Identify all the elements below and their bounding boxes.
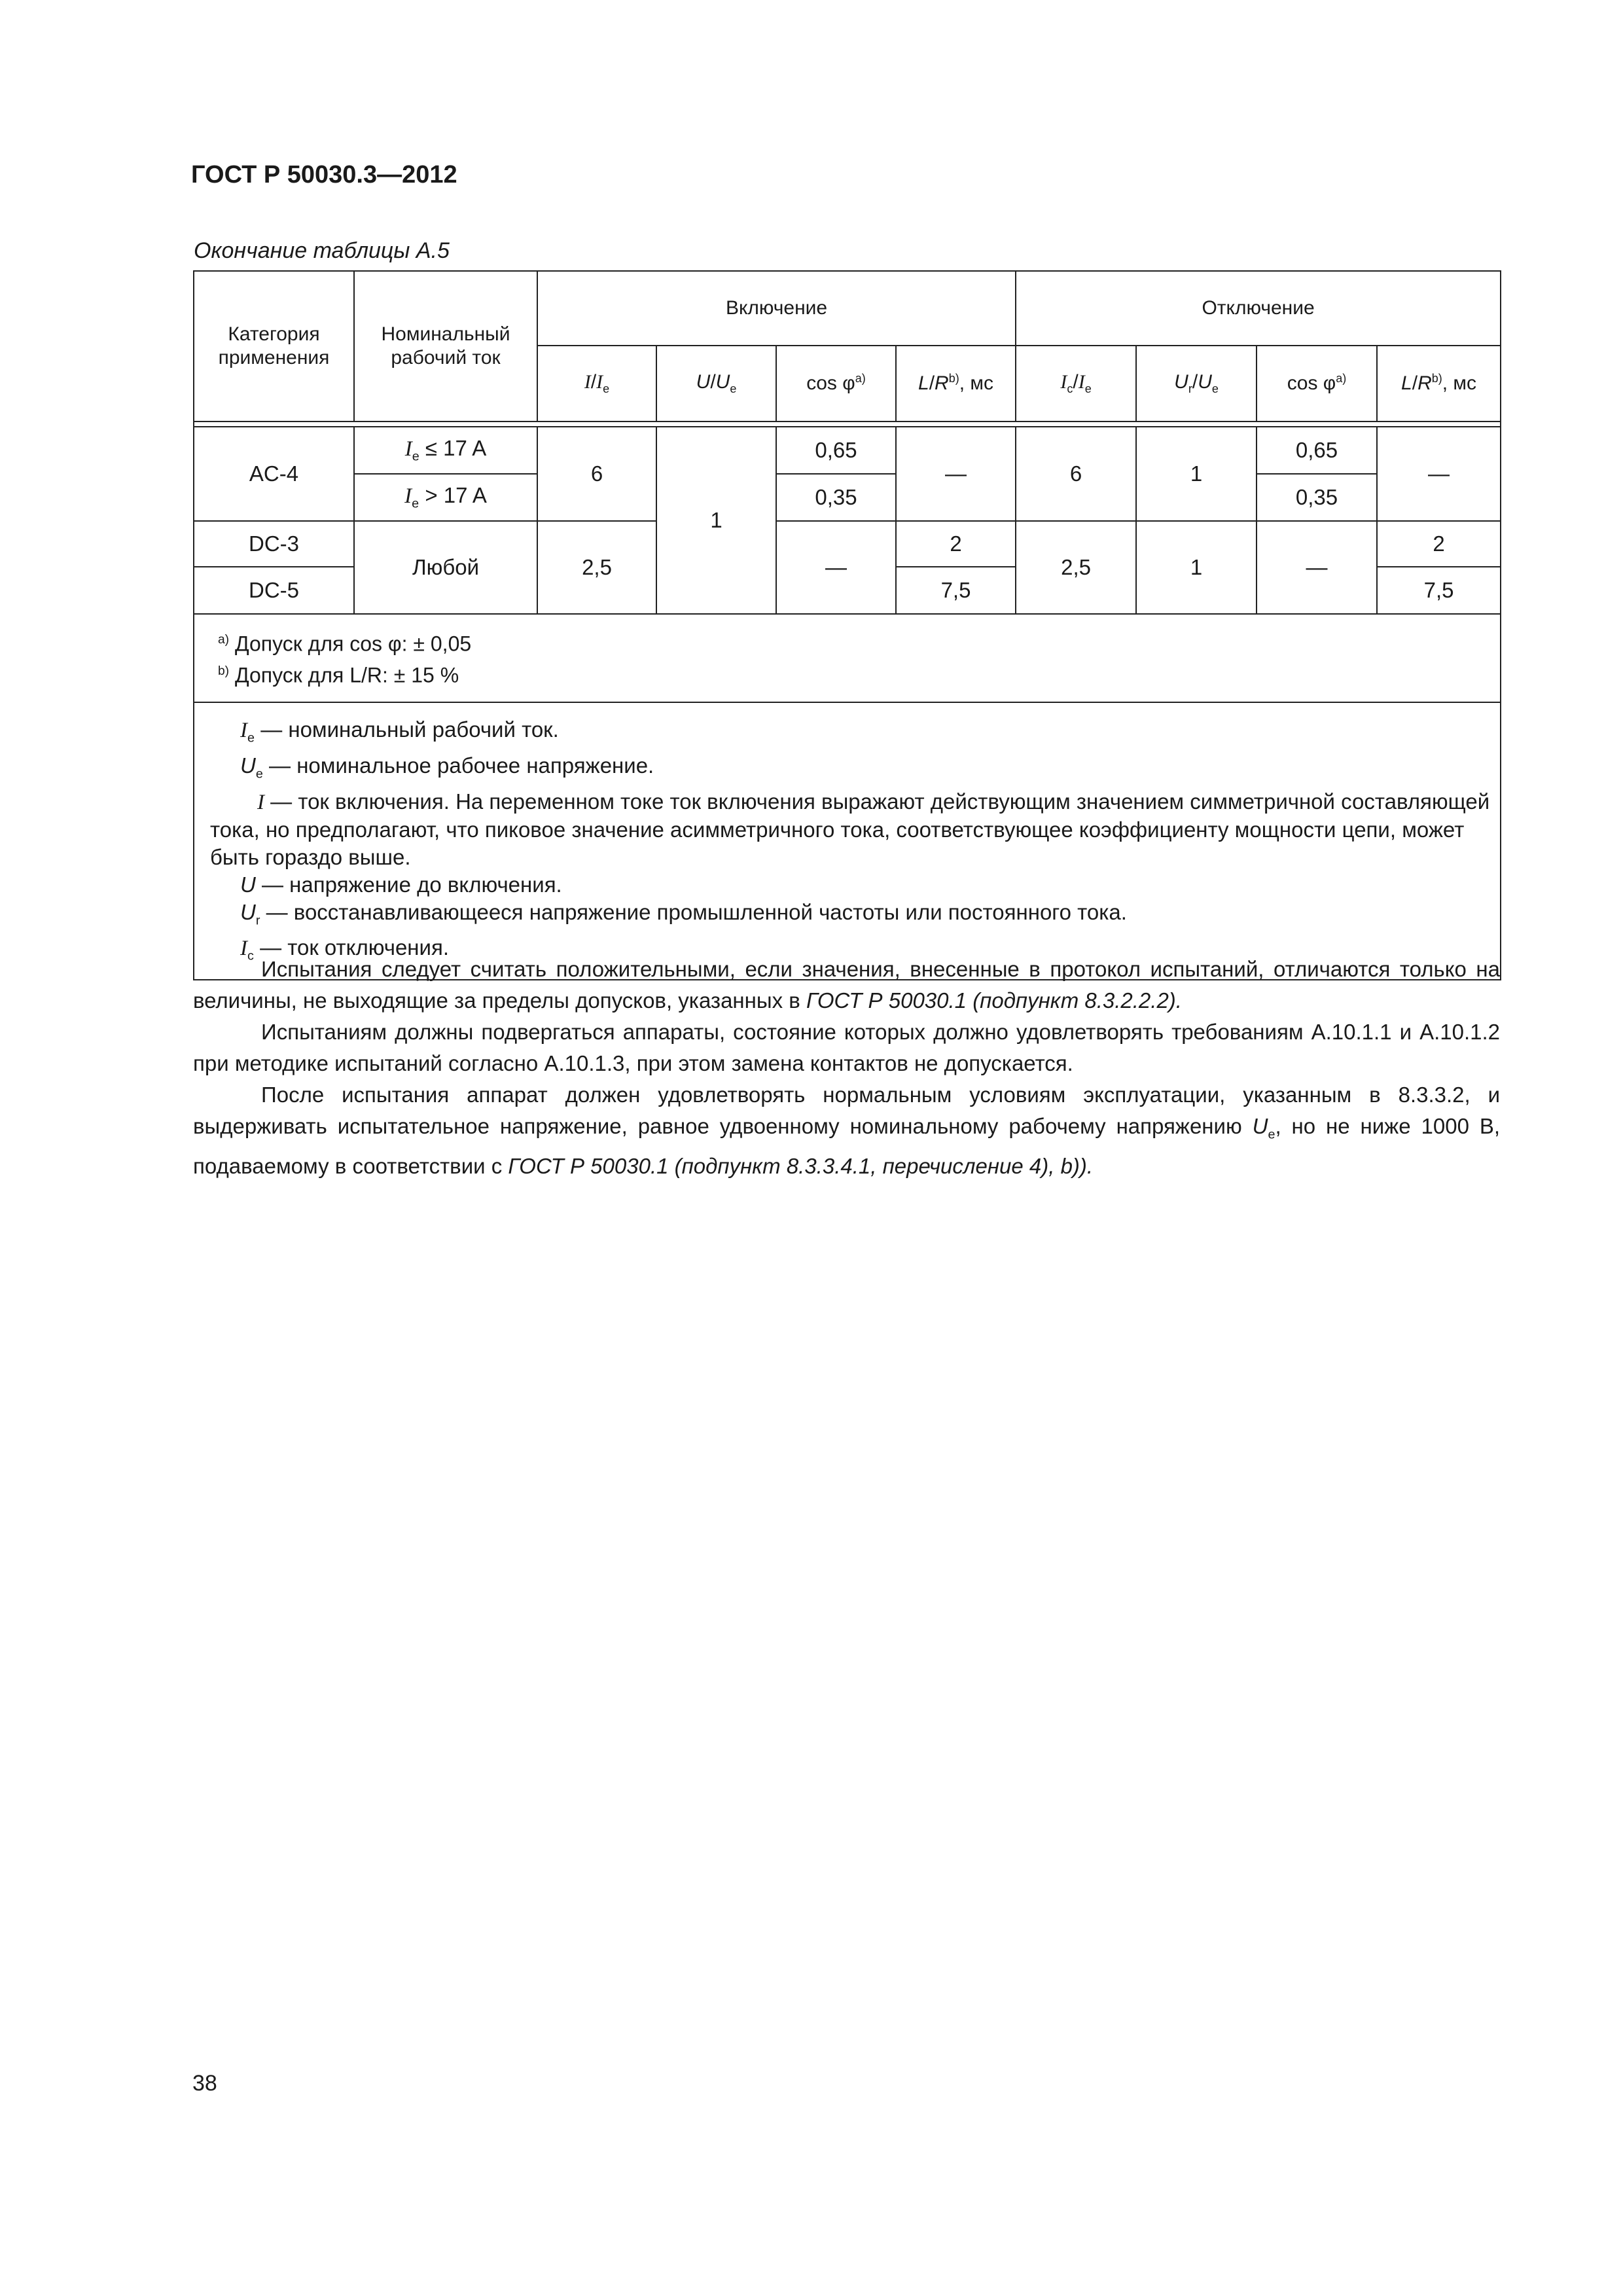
paragraph-3: После испытания аппарат должен удовлетворять нормальным условиям эксплуатации, указанным в 8.3.3.2, и выдерживать испытательное напряжение, равное удвоенному номинальному рабочему напряжению $U_e$, но не ниже 1000 В, подаваемому в соответствии с ГОСТ Р 50030.1 (подпункт 8.3.3.4.1, перечисление 4), b)). [193, 1083, 1501, 1178]
cell-dc-ur: 1 [1136, 521, 1257, 614]
footnote-b: $^{b)}$ Допуск для L/R: ± 15 % [218, 663, 459, 687]
header-lr-breaking: $L/R^{b)}$, мс [1377, 346, 1501, 422]
header-breaking: Отключение [1016, 271, 1501, 346]
cell-any-current: Любой [354, 521, 537, 614]
paragraph-1: Испытания следует считать положительными, если значения, внесенные в протокол испытаний, отличаются только на величины, не выходящие за пределы допусков, указанных в ГОСТ Р 50030.1 (подпункт 8.3.2.2.2). [193, 957, 1500, 1013]
def-ur: $U_r$ — восстанавливающееся напряжение промышленной частоты или постоянного тока. [240, 899, 1127, 928]
cell-ac4-gt: $I_e > 17$ A [354, 474, 537, 521]
table-definitions [194, 702, 1501, 979]
table-a5 [193, 270, 1501, 980]
cell-dc-cos: — [776, 521, 896, 614]
header-category: Категория применения [194, 271, 354, 422]
def-u: U — напряжение до включения. [240, 872, 562, 897]
cell-ac4-lr: — [896, 427, 1016, 521]
cell-ac4-ratio: 6 [537, 427, 656, 521]
cell-dc3: DC-3 [194, 521, 354, 567]
cell-ac4: AC-4 [194, 427, 354, 521]
cell-dc5: DC-5 [194, 567, 354, 614]
header-i-ie: $I/I_e$ [537, 346, 656, 422]
body-text [193, 954, 1500, 1182]
cell-dc3-blr: 2 [1377, 521, 1501, 567]
header-ur-ue: $U_r/U_e$ [1136, 346, 1257, 422]
header-cos-breaking: $\cos \varphi^{a)}$ [1257, 346, 1377, 422]
def-ue: $U_e$ — номинальное рабочее напряжение. [240, 753, 654, 781]
header-u-ue: $U/U_e$ [656, 346, 776, 422]
cell-ac4-bcos-gt: 0,35 [1257, 474, 1377, 521]
footnote-a: $^{a)}$ Допуск для cos φ: ± 0,05 [218, 632, 472, 656]
paragraph-2: Испытаниям должны подвергаться аппараты, состояние которых должно удовлетворять требованиям А.10.1.1 и А.10.1.2 при методике испытаний согласно А.10.1.3, при этом замена контактов не допускается. [193, 1020, 1500, 1075]
cell-ac4-le: $I_e \le 17$ A [354, 427, 537, 474]
cell-ac4-cos-le: 0,65 [776, 427, 896, 474]
def-ie: $I_e$ — номинальный рабочий ток. [240, 717, 559, 745]
header-lr-making: $L/R^{b)}$, мс [896, 346, 1016, 422]
document-header: ГОСТ Р 50030.3—2012 [191, 161, 457, 188]
header-cos-making: $\cos \varphi^{a)}$ [776, 346, 896, 422]
cell-dc-ic: 2,5 [1016, 521, 1136, 614]
cell-ac4-ur: 1 [1136, 427, 1257, 521]
cell-ac4-blr: — [1377, 427, 1501, 521]
cell-dc5-lr: 7,5 [896, 567, 1016, 614]
table-footnotes [194, 614, 1501, 702]
cell-dc5-blr: 7,5 [1377, 567, 1501, 614]
cell-dc-bcos: — [1257, 521, 1377, 614]
def-ic: $I_c$ — ток отключения. [240, 935, 450, 963]
cell-voltage-ratio: 1 [656, 427, 776, 614]
cell-ac4-cos-gt: 0,35 [776, 474, 896, 521]
def-i: I — ток включения. На переменном токе ток включения выражают действующим значением симметричной составляющей тока, но предполагают, что пиковое значение асимметричного тока, соответствующее коэффициенту мощности цепи, может быть гораздо выше. [210, 789, 1490, 869]
table-caption: Окончание таблицы А.5 [194, 238, 450, 263]
page-number: 38 [192, 2071, 217, 2096]
cell-ac4-ic: 6 [1016, 427, 1136, 521]
cell-ac4-bcos-le: 0,65 [1257, 427, 1377, 474]
header-making: Включение [537, 271, 1016, 346]
cell-dc-ratio: 2,5 [537, 521, 656, 614]
header-ic-ie: $I_c/I_e$ [1016, 346, 1136, 422]
cell-dc3-lr: 2 [896, 521, 1016, 567]
header-rated-current: Номинальный рабочий ток [354, 271, 537, 422]
